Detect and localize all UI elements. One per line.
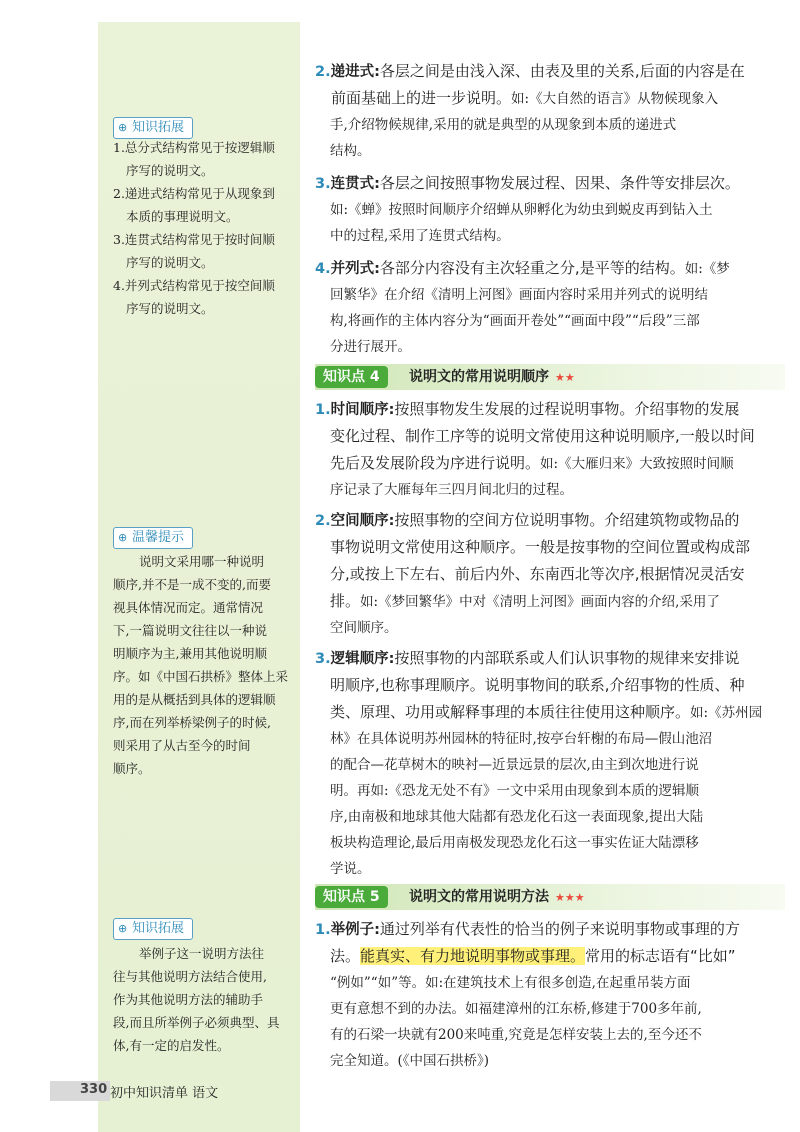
paragraph-line: 明顺序,也称事理顺序。说明事物间的联系,介绍事物的性质、种 <box>330 676 745 694</box>
knowledge-point-tag: 知识点 4 <box>315 366 388 388</box>
paragraph-coherent: 3.连贯式:各层之间按照事物发展过程、因果、条件等安排层次。 <box>315 174 740 192</box>
paragraph-line: 林》在具体说明苏州园林的特征时,按亭台轩榭的布局—假山池沼 <box>330 731 713 747</box>
paragraph-line: 的配合—花草树木的映衬—近景远景的层次,由主到次地进行说 <box>330 757 699 773</box>
paragraph-line: 法。能真实、有力地说明事物或事理。常用的标志语有“比如” <box>330 947 736 965</box>
list-item: 4.并列式结构常见于按空间顺 <box>113 278 275 293</box>
list-item: 序写的说明文。 <box>126 255 214 270</box>
paragraph-line: 回繁华》在介绍《清明上河图》画面内容时采用并列式的说明结 <box>330 287 708 303</box>
knowledge-extension-title-2: ⊕ 知识拓展 <box>113 918 193 940</box>
paragraph-space-order: 2.空间顺序:按照事物的空间方位说明事物。介绍建筑物或物品的 <box>315 511 740 529</box>
tag-icon: ⊕ <box>118 531 128 544</box>
list-item: 序写的说明文。 <box>126 163 214 178</box>
tag-icon: ⊕ <box>118 922 128 935</box>
paragraph-parallel: 4.并列式:各部分内容没有主次轻重之分,是平等的结构。如:《梦 <box>315 259 730 277</box>
list-item: 序写的说明文。 <box>126 301 214 316</box>
paragraph-line: “例如”“如”等。如:在建筑技术上有很多创造,在起重吊装方面 <box>330 975 691 991</box>
tag-icon: ⊕ <box>118 121 128 134</box>
paragraph-line: 前面基础上的进一步说明。如:《大自然的语言》从物候现象入 <box>331 89 719 107</box>
paragraph-line: 如:《蝉》按照时间顺序介绍蝉从卵孵化为幼虫到蜕皮再到钻入土 <box>330 202 713 218</box>
paragraph-line: 构,将画作的主体内容分为“画面开卷处”“画面中段”“后段”三部 <box>330 313 700 329</box>
paragraph-line: 板块构造理论,最后用南极发现恐龙化石这一事实佐证大陆漂移 <box>330 835 699 851</box>
paragraph-line: 序记录了大雁每年三四月间北归的过程。 <box>330 482 573 498</box>
main-content <box>315 58 780 360</box>
paragraph-line: 学说。 <box>330 861 371 877</box>
list-item: 3.连贯式结构常见于按时间顺 <box>113 232 275 247</box>
paragraph-line: 分,或按上下左右、前后内外、东南西北等次序,根据情况灵活安 <box>330 565 745 583</box>
list-item: 本质的事理说明文。 <box>126 209 239 224</box>
paragraph-line: 明。再如:《恐龙无处不有》一文中采用由现象到本质的逻辑顺 <box>330 783 700 799</box>
book-title: 初中知识清单 语文 <box>110 1086 219 1101</box>
knowledge-extension-list-1 <box>113 136 295 320</box>
method-section <box>315 916 780 1074</box>
paragraph-line: 结构。 <box>330 143 371 159</box>
paragraph-line: 变化过程、制作工序等的说明文常使用这种说明顺序,一般以时间 <box>330 427 755 445</box>
page-number: 330 <box>80 1082 108 1097</box>
paragraph-line: 手,介绍物候规律,采用的就是典型的从现象到本质的递进式 <box>330 117 677 133</box>
warm-tips-text: 说明文采用哪一种说明 顺序,并不是一成不变的,而要 视具体情况而定。通常情况 下,一篇说明文往往以一种说 明顺序为主,兼用其他说明顺 序。如《中国石拱桥》整体上采 用的是从概括到具体的逻辑顺 序,而在列举桥梁例子的时候, 则采用了从古至今的时间 顺序。 <box>113 554 289 776</box>
difficulty-stars: ★★ <box>555 371 575 384</box>
section-title: 说明文的常用说明方法 ★★★ <box>409 889 585 905</box>
knowledge-extension-text-2: 举例子这一说明方法往 往与其他说明方法结合使用, 作为其他说明方法的辅助手 段,而且所举例子必须典型、具 体,有一定的启发性。 <box>113 946 280 1053</box>
paragraph-line: 先后及发展阶段为序进行说明。如:《大雁归来》大致按照时间顺 <box>330 454 734 472</box>
paragraph-line: 空间顺序。 <box>330 620 398 636</box>
paragraph-logic-order: 3.逻辑顺序:按照事物的内部联系或人们认识事物的规律来安排说 <box>315 649 740 667</box>
paragraph-line: 排。如:《梦回繁华》中对《清明上河图》画面内容的介绍,采用了 <box>330 592 720 610</box>
difficulty-stars: ★★★ <box>555 891 585 904</box>
highlighted-text: 能真实、有力地说明事物或事理。 <box>360 947 586 965</box>
sidebar-top <box>98 0 300 22</box>
paragraph-line: 完全知道。(《中国石拱桥》) <box>330 1053 490 1069</box>
list-item: 2.递进式结构常见于从现象到 <box>113 186 275 201</box>
knowledge-point-5-header <box>315 884 785 910</box>
paragraph-line: 分进行展开。 <box>330 339 411 355</box>
paragraph-time-order: 1.时间顺序:按照事物发生发展的过程说明事物。介绍事物的发展 <box>315 400 740 418</box>
paragraph-line: 中的过程,采用了连贯式结构。 <box>330 228 510 244</box>
list-item: 1.总分式结构常见于按逻辑顺 <box>113 140 275 155</box>
paragraph-line: 序,由南极和地球其他大陆都有恐龙化石这一表面现象,提出大陆 <box>330 809 704 825</box>
section-title: 说明文的常用说明顺序 ★★ <box>409 369 575 385</box>
paragraph-line: 有的石梁一块就有200来吨重,究竟是怎样安装上去的,至今还不 <box>330 1027 702 1043</box>
paragraph-line: 事物说明文常使用这种顺序。一般是按事物的空间位置或构成部 <box>330 538 751 556</box>
knowledge-extension-title-1: ⊕ 知识拓展 <box>113 117 193 139</box>
knowledge-point-tag: 知识点 5 <box>315 886 388 908</box>
paragraph-line: 更有意想不到的办法。如福建漳州的江东桥,修建于700多年前, <box>330 1001 702 1017</box>
paragraph-example-method: 1.举例子:通过列举有代表性的恰当的例子来说明事物或事理的方 <box>315 920 740 938</box>
knowledge-point-4-header <box>315 364 785 390</box>
warm-tips-title: ⊕ 温馨提示 <box>113 527 193 549</box>
order-section <box>315 396 780 882</box>
paragraph-progressive: 2.递进式:各层之间是由浅入深、由表及里的关系,后面的内容是在 <box>315 62 745 80</box>
paragraph-line: 类、原理、功用或解释事理的本质往往使用这种顺序。如:《苏州园 <box>330 703 763 721</box>
